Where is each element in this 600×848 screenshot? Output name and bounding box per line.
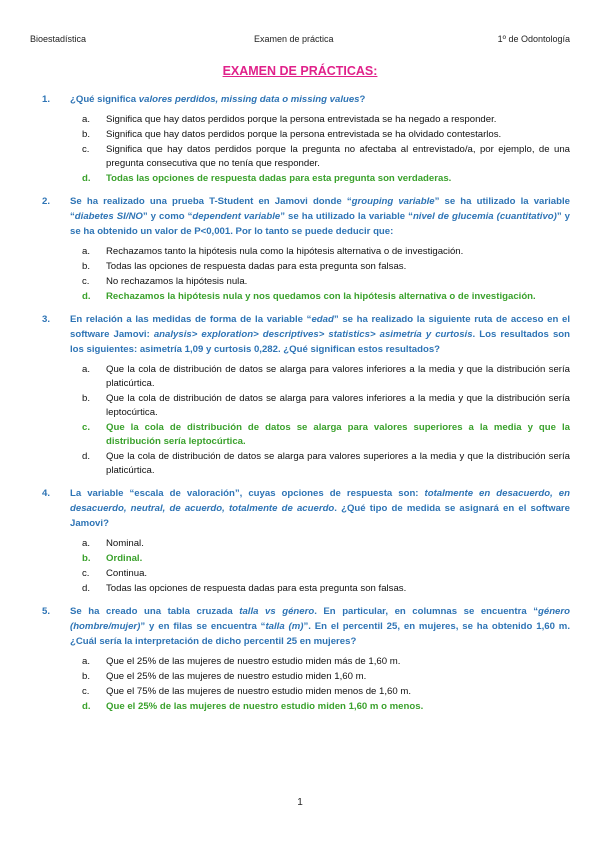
page-number: 1 — [297, 797, 303, 808]
option-text: Todas las opciones de respuesta dadas para esta pregunta son verdaderas. — [106, 173, 452, 184]
option-text: Rechazamos la hipótesis nula y nos quedamos con la hipótesis alternativa o de investigación. — [106, 291, 536, 302]
option-text: Que el 25% de las mujeres de nuestro estudio miden 1,60 m o menos. — [106, 701, 424, 712]
answer-option-correct — [36, 421, 570, 449]
answer-option — [36, 275, 570, 289]
question-text-italic: totalmente en desacuerdo, en desacuerdo, neutral, de acuerdo, totalmente de acuerdo — [70, 488, 570, 514]
answer-option — [36, 392, 570, 420]
option-letter: d. — [82, 701, 91, 712]
question-text — [70, 312, 570, 357]
option-text: Que la cola de distribución de datos se alarga para valores superiores a la media y que la distribución sería platicúrtica. — [106, 451, 570, 476]
answer-option — [36, 363, 570, 391]
question-1 — [36, 92, 570, 186]
option-text: Que el 25% de las mujeres de nuestro estudio miden 1,60 m. — [106, 671, 367, 682]
option-letter: a. — [82, 364, 91, 375]
question-stem — [36, 604, 570, 649]
option-letter: b. — [82, 553, 91, 564]
question-text-italic: dependent variable — [192, 211, 281, 222]
question-text-segment: . Los resultados son los siguientes: asimetría 1,09 y curtosis 0,282. ¿Qué significan estos resultados? — [70, 329, 570, 355]
option-letter: d. — [82, 583, 91, 594]
answer-option — [36, 245, 570, 259]
answer-option-correct — [36, 172, 570, 186]
option-letter: b. — [82, 261, 91, 272]
answer-options — [36, 537, 570, 596]
question-stem — [36, 92, 570, 107]
answer-options — [36, 363, 570, 478]
question-text-segment: Se ha realizado una prueba T-Student en Jamovi donde “ — [70, 196, 352, 207]
option-text: Nominal. — [106, 538, 144, 549]
option-letter: a. — [82, 656, 91, 667]
question-5 — [36, 604, 570, 714]
question-stem — [36, 194, 570, 239]
option-text: Que el 25% de las mujeres de nuestro estudio miden más de 1,60 m. — [106, 656, 401, 667]
page-header — [30, 34, 570, 46]
option-letter: c. — [82, 422, 91, 433]
answer-option-correct — [36, 290, 570, 304]
answer-option — [36, 113, 570, 127]
answer-option — [36, 655, 570, 669]
exam-title: EXAMEN DE PRÁCTICAS: — [222, 64, 378, 78]
question-text-segment: . ¿Qué tipo de medida se asignará en el software Jamovi? — [70, 503, 570, 529]
answer-option — [36, 567, 570, 581]
option-text: Significa que hay datos perdidos porque la persona entrevistada se ha negado a responder. — [106, 114, 497, 125]
question-text-italic: grouping variable — [351, 196, 435, 207]
question-text-italic: talla (m) — [265, 621, 304, 632]
option-letter: d. — [82, 451, 91, 462]
option-text: Que la cola de distribución de datos se alarga para valores superiores a la media y que la distribución sería leptocúrtica. — [106, 422, 570, 447]
option-text: No rechazamos la hipótesis nula. — [106, 276, 248, 287]
option-text: Todas las opciones de respuesta dadas para esta pregunta son falsas. — [106, 261, 407, 272]
option-text: Continua. — [106, 568, 148, 579]
option-letter: a. — [82, 114, 91, 125]
answer-options — [36, 245, 570, 304]
option-text: Ordinal. — [106, 553, 143, 564]
answer-option — [36, 450, 570, 478]
question-3 — [36, 312, 570, 478]
option-text: Que la cola de distribución de datos se alarga para valores inferiores a la media y que la distribución sería platicúrtica. — [106, 364, 570, 389]
question-4 — [36, 486, 570, 596]
option-letter: d. — [82, 291, 91, 302]
question-text-italic: valores perdidos, missing data o missing values — [138, 94, 360, 105]
question-text-segment: En relación a las medidas de forma de la variable “ — [70, 314, 312, 325]
question-text-italic: analysis> exploration> descriptives> statistics> asimetría y curtosis — [153, 329, 473, 340]
option-text: Todas las opciones de respuesta dadas para esta pregunta son falsas. — [106, 583, 407, 594]
answer-option — [36, 582, 570, 596]
question-number: 2. — [42, 196, 51, 207]
question-list — [36, 92, 570, 722]
answer-option-correct — [36, 700, 570, 714]
question-text — [70, 194, 570, 239]
header-exam-type: Examen de práctica — [254, 34, 334, 44]
question-text-segment: . En particular, en columnas se encuentra “ — [314, 606, 538, 617]
question-text-segment: ” y en filas se encuentra “ — [140, 621, 266, 632]
question-text-italic: nivel de glucemia (cuantitativo) — [412, 211, 557, 222]
question-text-italic: diabetes SI/NO — [74, 211, 143, 222]
question-text-segment: ” y como “ — [142, 211, 193, 222]
option-letter: c. — [82, 144, 90, 155]
question-text-italic: talla vs género — [239, 606, 315, 617]
question-text — [70, 92, 570, 107]
option-letter: d. — [82, 173, 91, 184]
answer-option-correct — [36, 552, 570, 566]
option-letter: b. — [82, 671, 91, 682]
question-text-segment: ” se ha utilizado la variable “ — [70, 196, 570, 222]
answer-options — [36, 655, 570, 714]
option-text: Significa que hay datos perdidos porque la persona entrevistada se ha olvidado contestarlos. — [106, 129, 502, 140]
question-number: 3. — [42, 314, 51, 325]
question-number: 1. — [42, 94, 51, 105]
question-text-segment: ” se ha realizado la siguiente ruta de acceso en el software Jamovi: — [70, 314, 570, 340]
option-letter: b. — [82, 393, 91, 404]
question-text — [70, 486, 570, 531]
option-letter: c. — [82, 276, 90, 287]
answer-option — [36, 143, 570, 171]
question-text-segment: ” se ha utilizado la variable “ — [280, 211, 413, 222]
option-text: Que el 75% de las mujeres de nuestro estudio miden menos de 1,60 m. — [106, 686, 412, 697]
question-text-segment: ”. En el percentil 25, en mujeres, se ha obtenido 1,60 m. ¿Cuál sería la interpretación de dicho percentil 25 en mujeres? — [70, 621, 570, 647]
question-text-segment: ¿Qué significa — [70, 94, 139, 105]
answer-option — [36, 685, 570, 699]
question-number: 4. — [42, 488, 51, 499]
answer-option — [36, 260, 570, 274]
option-text: Significa que hay datos perdidos porque la pregunta no afectaba al entrevistado/a, por ejemplo, de una pregunta consecutiva que no tenía que responder. — [106, 144, 570, 169]
option-text: Que la cola de distribución de datos se alarga para valores inferiores a la media y que la distribución sería leptocúrtica. — [106, 393, 570, 418]
header-subject: Bioestadística — [30, 34, 87, 44]
question-stem — [36, 486, 570, 531]
question-2 — [36, 194, 570, 304]
question-text — [70, 604, 570, 649]
question-text-italic: edad — [311, 314, 334, 325]
question-text-segment: ? — [359, 94, 366, 105]
header-course: 1º de Odontología — [497, 34, 570, 44]
answer-options — [36, 113, 570, 186]
question-text-segment: Se ha creado una tabla cruzada — [70, 606, 240, 617]
option-letter: a. — [82, 246, 91, 257]
option-letter: b. — [82, 129, 91, 140]
question-text-italic: género (hombre/mujer) — [70, 606, 570, 632]
answer-option — [36, 537, 570, 551]
answer-option — [36, 128, 570, 142]
option-letter: c. — [82, 568, 90, 579]
option-text: Rechazamos tanto la hipótesis nula como la hipótesis alternativa o de investigación. — [106, 246, 464, 257]
answer-option — [36, 670, 570, 684]
question-number: 5. — [42, 606, 51, 617]
option-letter: c. — [82, 686, 90, 697]
question-text-segment: ” y se ha obtenido un valor de P<0,001. Por lo tanto se puede deducir que: — [70, 211, 571, 237]
option-letter: a. — [82, 538, 91, 549]
question-stem — [36, 312, 570, 357]
question-text-segment: La variable “escala de valoración”, cuyas opciones de respuesta son: — [70, 488, 425, 499]
